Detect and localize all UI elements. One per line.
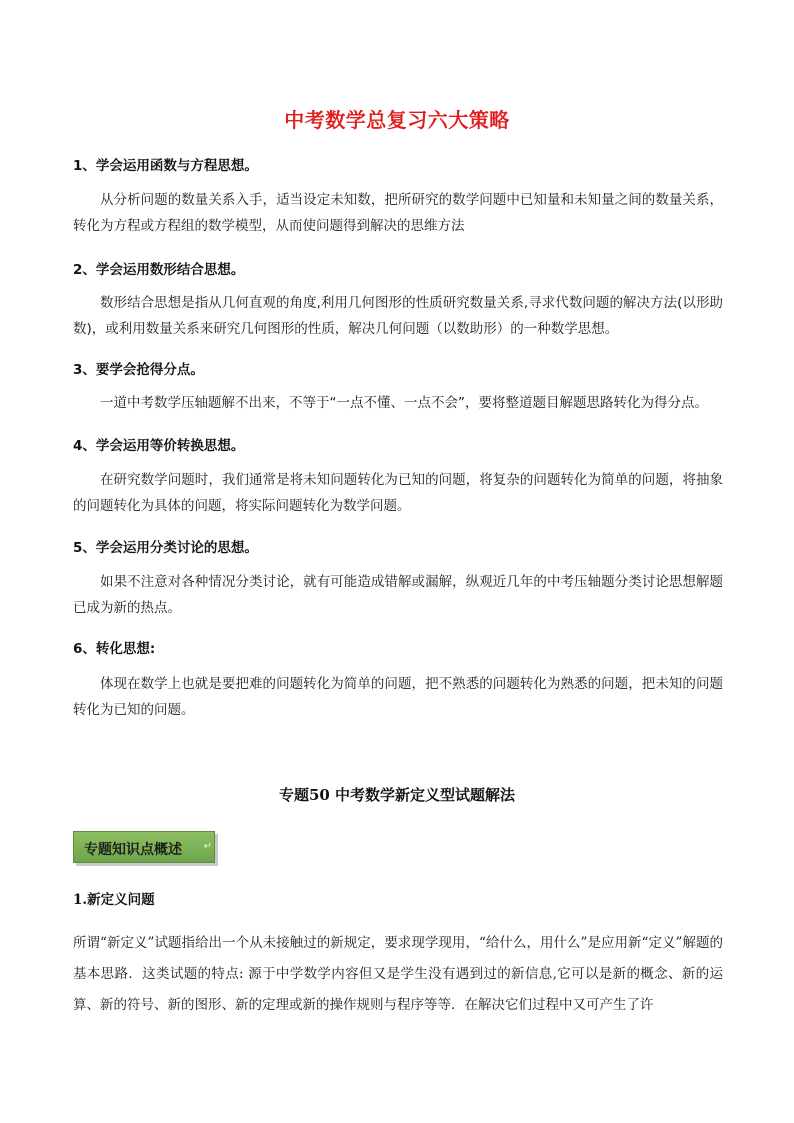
section-heading-5: 5、学会运用分类讨论的思想。	[73, 540, 258, 556]
section-body-2: 数形结合思想是指从几何直观的角度,利用几何图形的性质研究数量关系,寻求代数问题的解决方法(以形助数)，或利用数量关系来研究几何图形的性质，解决几何问题（以数助形）的一种数学思想。	[73, 295, 723, 337]
section-body-1: 从分析问题的数量关系入手，适当设定未知数，把所研究的数学问题中已知量和未知量之间的数量关系，转化为方程或方程组的数学模型，从而使问题得到解决的思维方法	[73, 192, 723, 234]
section-heading-4: 4、学会运用等价转换思想。	[73, 438, 245, 454]
section-heading-1: 1、学会运用函数与方程思想。	[73, 158, 258, 174]
main-title: 中考数学总复习六大策略	[284, 108, 510, 132]
section-heading-6: 6、转化思想:	[73, 641, 156, 657]
section-heading-3: 3、要学会抢得分点。	[73, 362, 204, 378]
new-definition-body: 所谓“新定义”试题指给出一个从未接触过的新规定，要求现学现用，“给什么，用什么”是应用新“定义”解题的基本思路．这类试题的特点: 源于中学数学内容但又是学生没有遇到过的新信息,它可以是新的概念、新的运算、新的符号、新的图形、新的定理或新的操作规则与程序等等．在解决它们过程中又可产生了许	[73, 935, 723, 1013]
section-body-5: 如果不注意对各种情况分类讨论，就有可能造成错解或漏解，纵观近几年的中考压轴题分类讨论思想解题已成为新的热点。	[73, 574, 723, 616]
section-body-4: 在研究数学问题时，我们通常是将未知问题转化为已知的问题，将复杂的问题转化为简单的问题，将抽象的问题转化为具体的问题，将实际问题转化为数学问题。	[73, 472, 723, 514]
topic-overview-badge	[73, 831, 215, 863]
badge-label: 专题知识点概述	[84, 842, 182, 858]
section-body-3: 一道中考数学压轴题解不出来，不等于“一点不懂、一点不会”，要将整道题目解题思路转化为得分点。	[100, 395, 708, 411]
paragraph-mark-icon: ↵	[203, 841, 212, 852]
topic-subtitle: 专题50 中考数学新定义型试题解法	[278, 786, 516, 804]
section-heading-2: 2、学会运用数形结合思想。	[73, 262, 245, 278]
section-body-6: 体现在数学上也就是要把难的问题转化为简单的问题，把不熟悉的问题转化为熟悉的问题，把未知的问题转化为已知的问题。	[73, 676, 723, 718]
new-definition-heading: 1.新定义问题	[73, 892, 155, 908]
